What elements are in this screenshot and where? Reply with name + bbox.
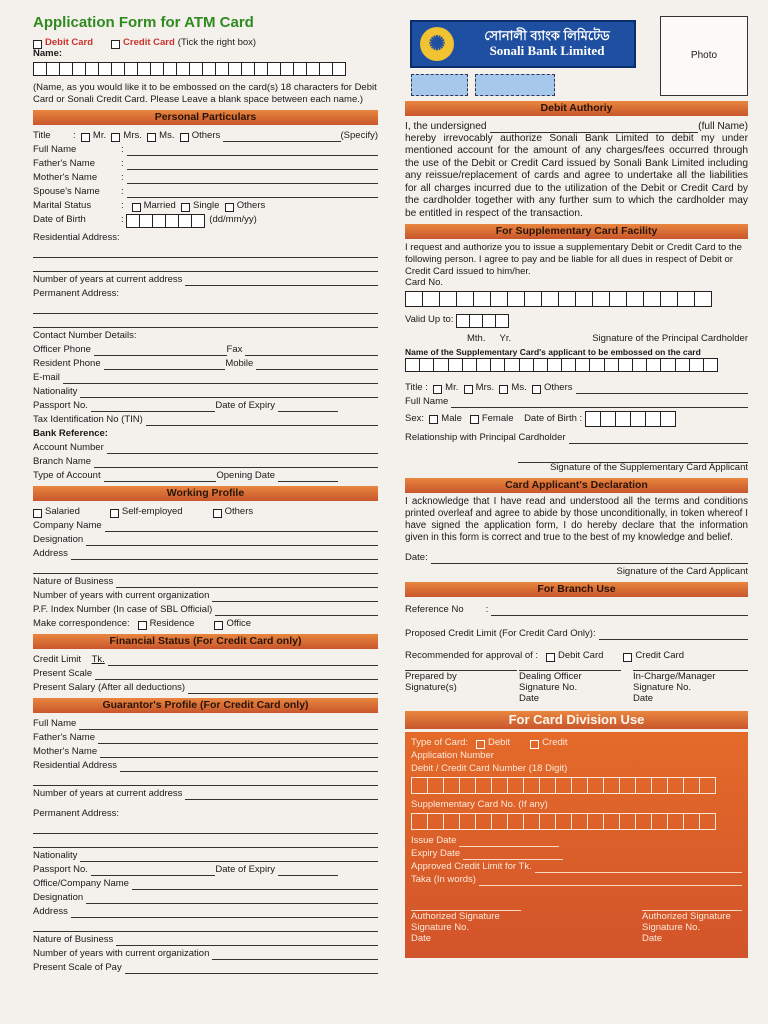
nature-business-field[interactable] <box>116 578 378 588</box>
account-number-field[interactable] <box>107 444 378 454</box>
g-permanent-line-1[interactable] <box>33 824 378 834</box>
resident-phone-field[interactable] <box>104 360 226 370</box>
cd-card-number-boxes[interactable] <box>411 777 742 794</box>
g-mother-label: Mother's Name <box>33 745 98 757</box>
debit-auth-text: hereby irrevocably authorize Sonali Bank Limited to debit my under mentioned account for the amount of any charges/fees occurred through the use of the Debit or Credit Card issued by Sonali Bank Limited including any reissue/replacement of cards and agree to undertake all the liabilities for all charges incurred due to the utilization of the Debit or Credit Card by the cardholder together with any further sum to which the cardholder may be entitled in respect of the transaction. <box>405 133 748 219</box>
mother-name-field[interactable] <box>127 174 378 184</box>
title-mr-checkbox[interactable] <box>81 133 90 142</box>
spouse-name-field[interactable] <box>127 188 378 198</box>
debit-card-label: Debit Card <box>45 37 94 49</box>
g-father-field[interactable] <box>98 734 378 744</box>
mobile-label: Mobile <box>225 357 254 369</box>
title-others-checkbox[interactable] <box>180 133 189 142</box>
passport-field[interactable] <box>91 402 215 412</box>
supp-emboss-label: Name of the Supplementary Card's applicant to be embossed on the card <box>405 346 701 357</box>
prepared-signatures-label: Signature(s) <box>405 681 457 693</box>
debit-auth-undersigned: I, the undersigned <box>405 121 487 133</box>
incharge-label: In-Charge/Manager <box>633 670 716 682</box>
supp-dob-label: Date of Birth : <box>524 412 583 424</box>
month-label: Mth. <box>467 332 486 344</box>
permanent-address-label: Permanent Address: <box>33 287 120 299</box>
working-others-checkbox[interactable] <box>213 509 222 518</box>
g-expiry-field[interactable] <box>278 866 338 876</box>
rec-credit-label: Credit Card <box>635 650 684 662</box>
recommended-label: Recommended for approval of : <box>405 650 539 662</box>
incharge-sig-label: Signature No. <box>633 681 692 693</box>
officer-phone-label: Officer Phone <box>33 343 91 355</box>
company-name-field[interactable] <box>105 522 378 532</box>
credit-card-label: Credit Card <box>123 37 175 49</box>
mother-name-label: Mother's Name <box>33 171 98 183</box>
work-address-field[interactable] <box>71 550 378 560</box>
g-mother-field[interactable] <box>100 748 378 758</box>
designation-field[interactable] <box>86 536 378 546</box>
designation-label: Designation <box>33 533 84 545</box>
credit-limit-field[interactable] <box>108 656 378 666</box>
g-address-field[interactable] <box>71 908 378 918</box>
right-column: Debit Authoriy I, the undersigned (full Name) hereby irrevocably authorize Sonali Bank Limited to debit my under mentioned account for the amount of any charges/fees occurred through the use of the Debit or Credit Card issued by Sonali Bank Limited including any reissue/replacement of cards and agree to undertake all the liabilities for all charges incurred due to the utilization of the Debit or Credit Card by the cardholder together with any further sum to which the cardholder may be entitled in respect of the transaction. For Supplementary Card Facility I request and authorize you to issue a supplementary Debit or Credit Card to the following person. I agree to pay and be liable for all dues in respect of Debit or Credit Card issued to him/her. Card No. Valid Up to: Mth. Yr. Signature of the Principal Cardholder Name of the Supplementary Card's applicant to be embossed on the card Title : Mr. Mrs. Ms. Others Full Name Sex: Male Female Date of Birth : Relationship with Principal Cardholder Signature of the Supplementary Card Applicant Card Applicant's Declaration I acknowledge that I have read and understood all the terms and conditions printed overleaf and agree to abide by those unconditionally, in token whereof I have signed the application form, I do hereby declare that the information given in this form is correct and true to the best of my knowledge and belief. Date: Signature of the Card Applicant For Branch Use Reference No : Proposed Credit Limit (For Credit Card Only): Recommended for approval of : Debit Card Credit Card Prepared by Signature(s) Dealing Officer Signature No. Date In-Charge/Manager Signature No. Date For Card Division Use Type of Card: Debit Credit Application Number Debit / Credit Card Number (18 Digit) Supplementary Card No. (If any) Issue Date Expiry Date Approved Credit Limit for Tk. Taka (In words) Authorized Signature Signature No. Date Authorized Signature Signature No. Date <box>405 101 748 958</box>
credit-limit-label: Credit Limit <box>33 653 82 665</box>
marital-others-checkbox[interactable] <box>225 203 234 212</box>
passport-expiry-field[interactable] <box>278 402 338 412</box>
guarantor-profile-header: Guarantor's Profile (For Credit Card only) <box>33 698 378 713</box>
female-label: Female <box>481 412 514 424</box>
valid-up-to-label: Valid Up to: <box>405 314 454 326</box>
supp-card-no-boxes[interactable] <box>405 291 711 307</box>
years-current-field[interactable] <box>185 276 378 286</box>
g-years-org-label: Number of years with current organization <box>33 947 210 959</box>
single-label: Single <box>193 199 220 211</box>
years-org-label: Number of years with current organization <box>33 589 210 601</box>
g-scale-pay-label: Present Scale of Pay <box>33 961 122 973</box>
debit-authority-header: Debit Authoriy <box>405 101 748 116</box>
title-specify-field[interactable] <box>223 132 340 142</box>
father-name-field[interactable] <box>127 160 378 170</box>
marital-others-label: Others <box>236 199 266 211</box>
nature-business-label: Nature of Business <box>33 575 114 587</box>
opening-date-label: Opening Date <box>216 469 275 481</box>
g-passport-field[interactable] <box>91 866 215 876</box>
g-father-label: Father's Name <box>33 731 96 743</box>
g-nature-label: Nature of Business <box>33 933 114 945</box>
card-division-panel <box>405 732 748 958</box>
title-mr-label: Mr. <box>92 129 107 141</box>
full-name-field[interactable] <box>127 146 378 156</box>
supp-emboss-boxes[interactable] <box>405 358 717 372</box>
title-mrs-checkbox[interactable] <box>111 133 120 142</box>
pf-index-label: P.F. Index Number (In case of SBL Official) <box>33 603 213 615</box>
cd-date-right-label: Date <box>642 932 663 944</box>
correspondence-label: Make correspondence: <box>33 617 130 629</box>
title-others-label: Others <box>191 129 221 141</box>
pf-index-field[interactable] <box>215 606 378 616</box>
years-org-field[interactable] <box>212 592 378 602</box>
cd-issue-field[interactable] <box>459 837 559 847</box>
bank-emblem-icon: ✺ <box>420 27 454 61</box>
supp-others-checkbox[interactable] <box>532 385 541 394</box>
full-name-label: Full Name <box>33 143 77 155</box>
prepared-by-label: Prepared by <box>405 670 457 682</box>
resident-phone-label: Resident Phone <box>33 357 101 369</box>
working-others-label: Others <box>224 505 254 517</box>
tin-field[interactable] <box>146 416 378 426</box>
debit-auth-fullname: (full Name) <box>698 121 748 133</box>
cd-credit-checkbox[interactable] <box>530 740 539 749</box>
supp-ms-checkbox[interactable] <box>499 385 508 394</box>
g-passport-label: Passport No. <box>33 863 88 875</box>
supp-full-name-field[interactable] <box>451 398 748 408</box>
incharge-block <box>633 670 748 705</box>
supp-others-field[interactable] <box>576 384 748 394</box>
sig-supp-label: Signature of the Supplementary Card Applicant <box>549 462 748 474</box>
title-ms-checkbox[interactable] <box>147 133 156 142</box>
account-type-field[interactable] <box>104 472 217 482</box>
cd-auth-sig-right-label: Authorized Signature <box>642 910 731 922</box>
self-employed-label: Self-employed <box>121 505 183 517</box>
cd-debit-checkbox[interactable] <box>476 740 485 749</box>
g-permanent-label: Permanent Address: <box>33 807 120 819</box>
residential-address-line-2[interactable] <box>33 262 378 272</box>
office-label: Office <box>226 617 252 629</box>
passport-label: Passport No. <box>33 399 88 411</box>
g-address-label: Address <box>33 905 68 917</box>
cd-card-number-label: Debit / Credit Card Number (18 Digit) <box>411 762 568 774</box>
fax-field[interactable] <box>245 346 378 356</box>
supplementary-header: For Supplementary Card Facility <box>405 224 748 239</box>
passport-expiry-label: Date of Expiry <box>215 399 275 411</box>
single-checkbox[interactable] <box>181 203 190 212</box>
cd-supp-no-label: Supplementary Card No. (If any) <box>411 798 548 810</box>
cd-auth-right <box>642 910 742 945</box>
cd-expiry-label: Expiry Date <box>411 847 461 859</box>
email-label: E-mail <box>33 371 60 383</box>
cd-approved-label: Approved Credit Limit for Tk. <box>411 860 532 872</box>
supp-mr-checkbox[interactable] <box>433 385 442 394</box>
year-label: Yr. <box>499 332 512 344</box>
g-years-current-field[interactable] <box>185 790 378 800</box>
name-note: (Name, as you would like it to be embossed on the card(s) 18 characters for Debit Card or Sonali Credit Card. Please Leave a blank space between each name.) <box>33 82 377 105</box>
supp-card-no-label: Card No. <box>405 276 444 288</box>
nationality-field[interactable] <box>80 388 378 398</box>
sig-applicant-label: Signature of the Card Applicant <box>616 566 748 578</box>
residential-address-line-1[interactable] <box>33 248 378 258</box>
reference-no-field[interactable] <box>491 606 748 616</box>
cd-credit-label: Credit <box>542 736 568 748</box>
present-scale-field[interactable] <box>95 670 378 680</box>
supp-title-label: Title <box>405 382 423 394</box>
sex-label: Sex: <box>405 412 425 424</box>
g-years-current-label: Number of years at current address <box>33 787 183 799</box>
specify-label: (Specify) <box>340 129 378 141</box>
declaration-text: I acknowledge that I have read and understood all the terms and conditions printed overleaf and agree to abide by those unconditionally, in token whereof I have signed the application form, I do hereby declare that the information given in this form is correct and true to the best of my knowledge and belief. <box>405 496 748 544</box>
g-designation-label: Designation <box>33 891 84 903</box>
email-field[interactable] <box>63 374 378 384</box>
supp-mr-label: Mr. <box>445 382 459 394</box>
account-type-label: Type of Account <box>33 469 101 481</box>
present-salary-label: Present Salary (After all deductions) <box>33 681 186 693</box>
relationship-field[interactable] <box>569 434 748 444</box>
left-column: Application Form for ATM Card Debit Card Credit Card (Tick the right box) Name: (Name, as you would like it to be embossed on the card(s) 18 characters for Debit Card or Sonali Credit Card. Please Leave a blank space between each name.) Personal Particulars Title : Mr. Mrs. Ms. Others (Specify) Full Name : Father's Name : Mother's Name : Spouse's Name : Marital Status : Married Single Others Date of Birth : (dd/mm/yy) Residential Address: Number of years at current address Permanent Address: Contact Number Details: Officer Phone Fax Resident Phone Mobile E-mail Nationality Passport No. Date of Expiry Tax Identification No (TIN) Bank Reference: Account Number Branch Name Type of Account Opening Date Working Profile Salaried Self-employed Others Company Name Designation Address Nature of Business Number of years with current organization P.F. Index Number (In case of SBL Official) Make correspondence: Residence Office Financial Status (For Credit Card only) Credit Limit Tk. Present Scale Present Salary (After all deductions) Guarantor's Profile (For Credit Card only) Full Name Father's Name Mother's Name Residential Address Number of years at current address Permanent Address: Nationality Passport No. Date of Expiry Office/Company Name Designation Address Nature of Business Number of years with current organization Present Scale of Pay <box>33 14 378 973</box>
bank-name-bangla: সোনালী ব্যাংক লিমিটেড <box>484 28 610 44</box>
contact-details-label: Contact Number Details: <box>33 329 137 341</box>
rec-debit-checkbox[interactable] <box>546 653 555 662</box>
marital-status-label: Marital Status <box>33 199 92 211</box>
valid-up-to-boxes[interactable] <box>456 314 508 328</box>
cd-type-label: Type of Card: <box>411 736 469 748</box>
g-nationality-field[interactable] <box>80 852 378 862</box>
account-number-label: Account Number <box>33 441 104 453</box>
supp-others-label: Others <box>544 382 573 394</box>
rec-debit-label: Debit Card <box>558 650 604 662</box>
nationality-label: Nationality <box>33 385 78 397</box>
title-mrs-label: Mrs. <box>123 129 142 141</box>
supplementary-text: I request and authorize you to issue a supplementary Debit or Credit Card to the following person. I agree to pay and be liable for all dues in respect of Debit or Credit Card issued to him/her. <box>405 242 742 277</box>
g-scale-pay-field[interactable] <box>125 964 378 974</box>
g-full-name-field[interactable] <box>79 720 378 730</box>
declaration-header: Card Applicant's Declaration <box>405 478 748 493</box>
officer-phone-field[interactable] <box>94 346 227 356</box>
g-designation-field[interactable] <box>86 894 378 904</box>
married-label: Married <box>143 199 176 211</box>
supp-full-name-label: Full Name <box>405 396 449 408</box>
declaration-date-label: Date: <box>405 552 428 564</box>
tick-hint: (Tick the right box) <box>177 37 257 49</box>
g-residential-field[interactable] <box>120 762 378 772</box>
personal-particulars-header: Personal Particulars <box>33 110 378 125</box>
present-salary-field[interactable] <box>188 684 378 694</box>
work-address-line-2[interactable] <box>33 564 378 574</box>
form-serial-box-1 <box>411 74 468 96</box>
residence-checkbox[interactable] <box>138 621 147 630</box>
cd-approved-field[interactable] <box>535 863 742 873</box>
title-ms-label: Ms. <box>159 129 175 141</box>
g-residential-line-2[interactable] <box>33 776 378 786</box>
dealing-date-label: Date <box>519 692 540 704</box>
salaried-label: Salaried <box>45 505 80 517</box>
cd-date-left-label: Date <box>411 932 432 944</box>
present-scale-label: Present Scale <box>33 667 93 679</box>
salaried-checkbox[interactable] <box>33 509 42 518</box>
supp-mrs-checkbox[interactable] <box>464 385 473 394</box>
tk-label: Tk. <box>91 653 105 665</box>
dealing-officer-label: Dealing Officer <box>519 670 582 682</box>
cd-sig-no-right-label: Signature No. <box>642 921 701 933</box>
supp-dob-boxes[interactable] <box>585 411 675 427</box>
supp-mrs-label: Mrs. <box>475 382 495 394</box>
cd-debit-label: Debit <box>487 736 511 748</box>
name-label: Name: <box>33 48 63 60</box>
father-name-label: Father's Name <box>33 157 96 169</box>
branch-use-header: For Branch Use <box>405 582 748 597</box>
cd-sig-no-left-label: Signature No. <box>411 921 470 933</box>
name-boxes[interactable] <box>33 62 345 76</box>
self-employed-checkbox[interactable] <box>110 509 119 518</box>
cd-issue-label: Issue Date <box>411 834 457 846</box>
spouse-name-label: Spouse's Name <box>33 185 100 197</box>
residence-label: Residence <box>149 617 195 629</box>
financial-status-header: Financial Status (For Credit Card only) <box>33 634 378 649</box>
dealing-sig-label: Signature No. <box>519 681 578 693</box>
cd-auth-left <box>411 910 521 945</box>
form-title: Application Form for ATM Card <box>33 14 254 31</box>
opening-date-field[interactable] <box>278 472 338 482</box>
declaration-date-field[interactable] <box>431 554 748 564</box>
supp-ms-label: Ms. <box>511 382 527 394</box>
bank-reference-label: Bank Reference: <box>33 427 108 439</box>
cd-app-no-label: Application Number <box>411 749 494 761</box>
g-office-name-label: Office/Company Name <box>33 877 129 889</box>
credit-card-checkbox[interactable] <box>111 40 120 49</box>
proposed-limit-field[interactable] <box>599 630 748 640</box>
cd-supp-no-boxes[interactable] <box>411 813 742 830</box>
dob-boxes[interactable] <box>126 214 204 228</box>
proposed-limit-label: Proposed Credit Limit (For Credit Card Only): <box>405 628 596 640</box>
dob-label: Date of Birth <box>33 214 86 226</box>
tin-label: Tax Identification No (TIN) <box>33 413 143 425</box>
g-full-name-label: Full Name <box>33 717 77 729</box>
dealing-officer-block <box>519 670 621 705</box>
company-name-label: Company Name <box>33 519 102 531</box>
dob-format: (dd/mm/yy) <box>209 214 257 226</box>
office-checkbox[interactable] <box>214 621 223 630</box>
sig-principal-label: Signature of the Principal Cardholder <box>592 332 748 344</box>
form-serial-box-2 <box>475 74 555 96</box>
female-checkbox[interactable] <box>470 415 479 424</box>
mobile-field[interactable] <box>256 360 378 370</box>
g-office-name-field[interactable] <box>132 880 378 890</box>
work-address-label: Address <box>33 547 68 559</box>
permanent-address-line-1[interactable] <box>33 304 378 314</box>
g-permanent-line-2[interactable] <box>33 838 378 848</box>
fax-label: Fax <box>226 343 243 355</box>
prepared-by-block <box>405 670 517 705</box>
title-label: Title <box>33 129 51 141</box>
male-checkbox[interactable] <box>429 415 438 424</box>
relationship-label: Relationship with Principal Cardholder <box>405 432 566 444</box>
working-profile-header: Working Profile <box>33 486 378 501</box>
photo-box[interactable]: Photo <box>660 16 748 96</box>
male-label: Male <box>441 412 462 424</box>
branch-name-field[interactable] <box>94 458 378 468</box>
g-nature-field[interactable] <box>116 936 378 946</box>
card-division-header: For Card Division Use <box>405 711 748 729</box>
debit-auth-name-field[interactable] <box>490 123 699 133</box>
residential-address-label: Residential Address: <box>33 231 120 243</box>
permanent-address-line-2[interactable] <box>33 318 378 328</box>
years-current-label: Number of years at current address <box>33 273 183 285</box>
cd-auth-sig-left-label: Authorized Signature <box>411 910 500 922</box>
g-expiry-label: Date of Expiry <box>215 863 275 875</box>
cd-words-field[interactable] <box>479 876 742 886</box>
incharge-date-label: Date <box>633 692 654 704</box>
cd-words-label: Taka (In words) <box>411 873 476 885</box>
married-checkbox[interactable] <box>132 203 141 212</box>
branch-name-label: Branch Name <box>33 455 92 467</box>
bank-name-english: Sonali Bank Limited <box>489 43 605 58</box>
cd-expiry-field[interactable] <box>463 850 563 860</box>
bank-logo <box>410 20 636 68</box>
reference-no-label: Reference No <box>405 604 464 616</box>
rec-credit-checkbox[interactable] <box>623 653 632 662</box>
g-residential-label: Residential Address <box>33 759 117 771</box>
g-address-line-2[interactable] <box>33 922 378 932</box>
g-years-org-field[interactable] <box>212 950 378 960</box>
g-nationality-label: Nationality <box>33 849 78 861</box>
